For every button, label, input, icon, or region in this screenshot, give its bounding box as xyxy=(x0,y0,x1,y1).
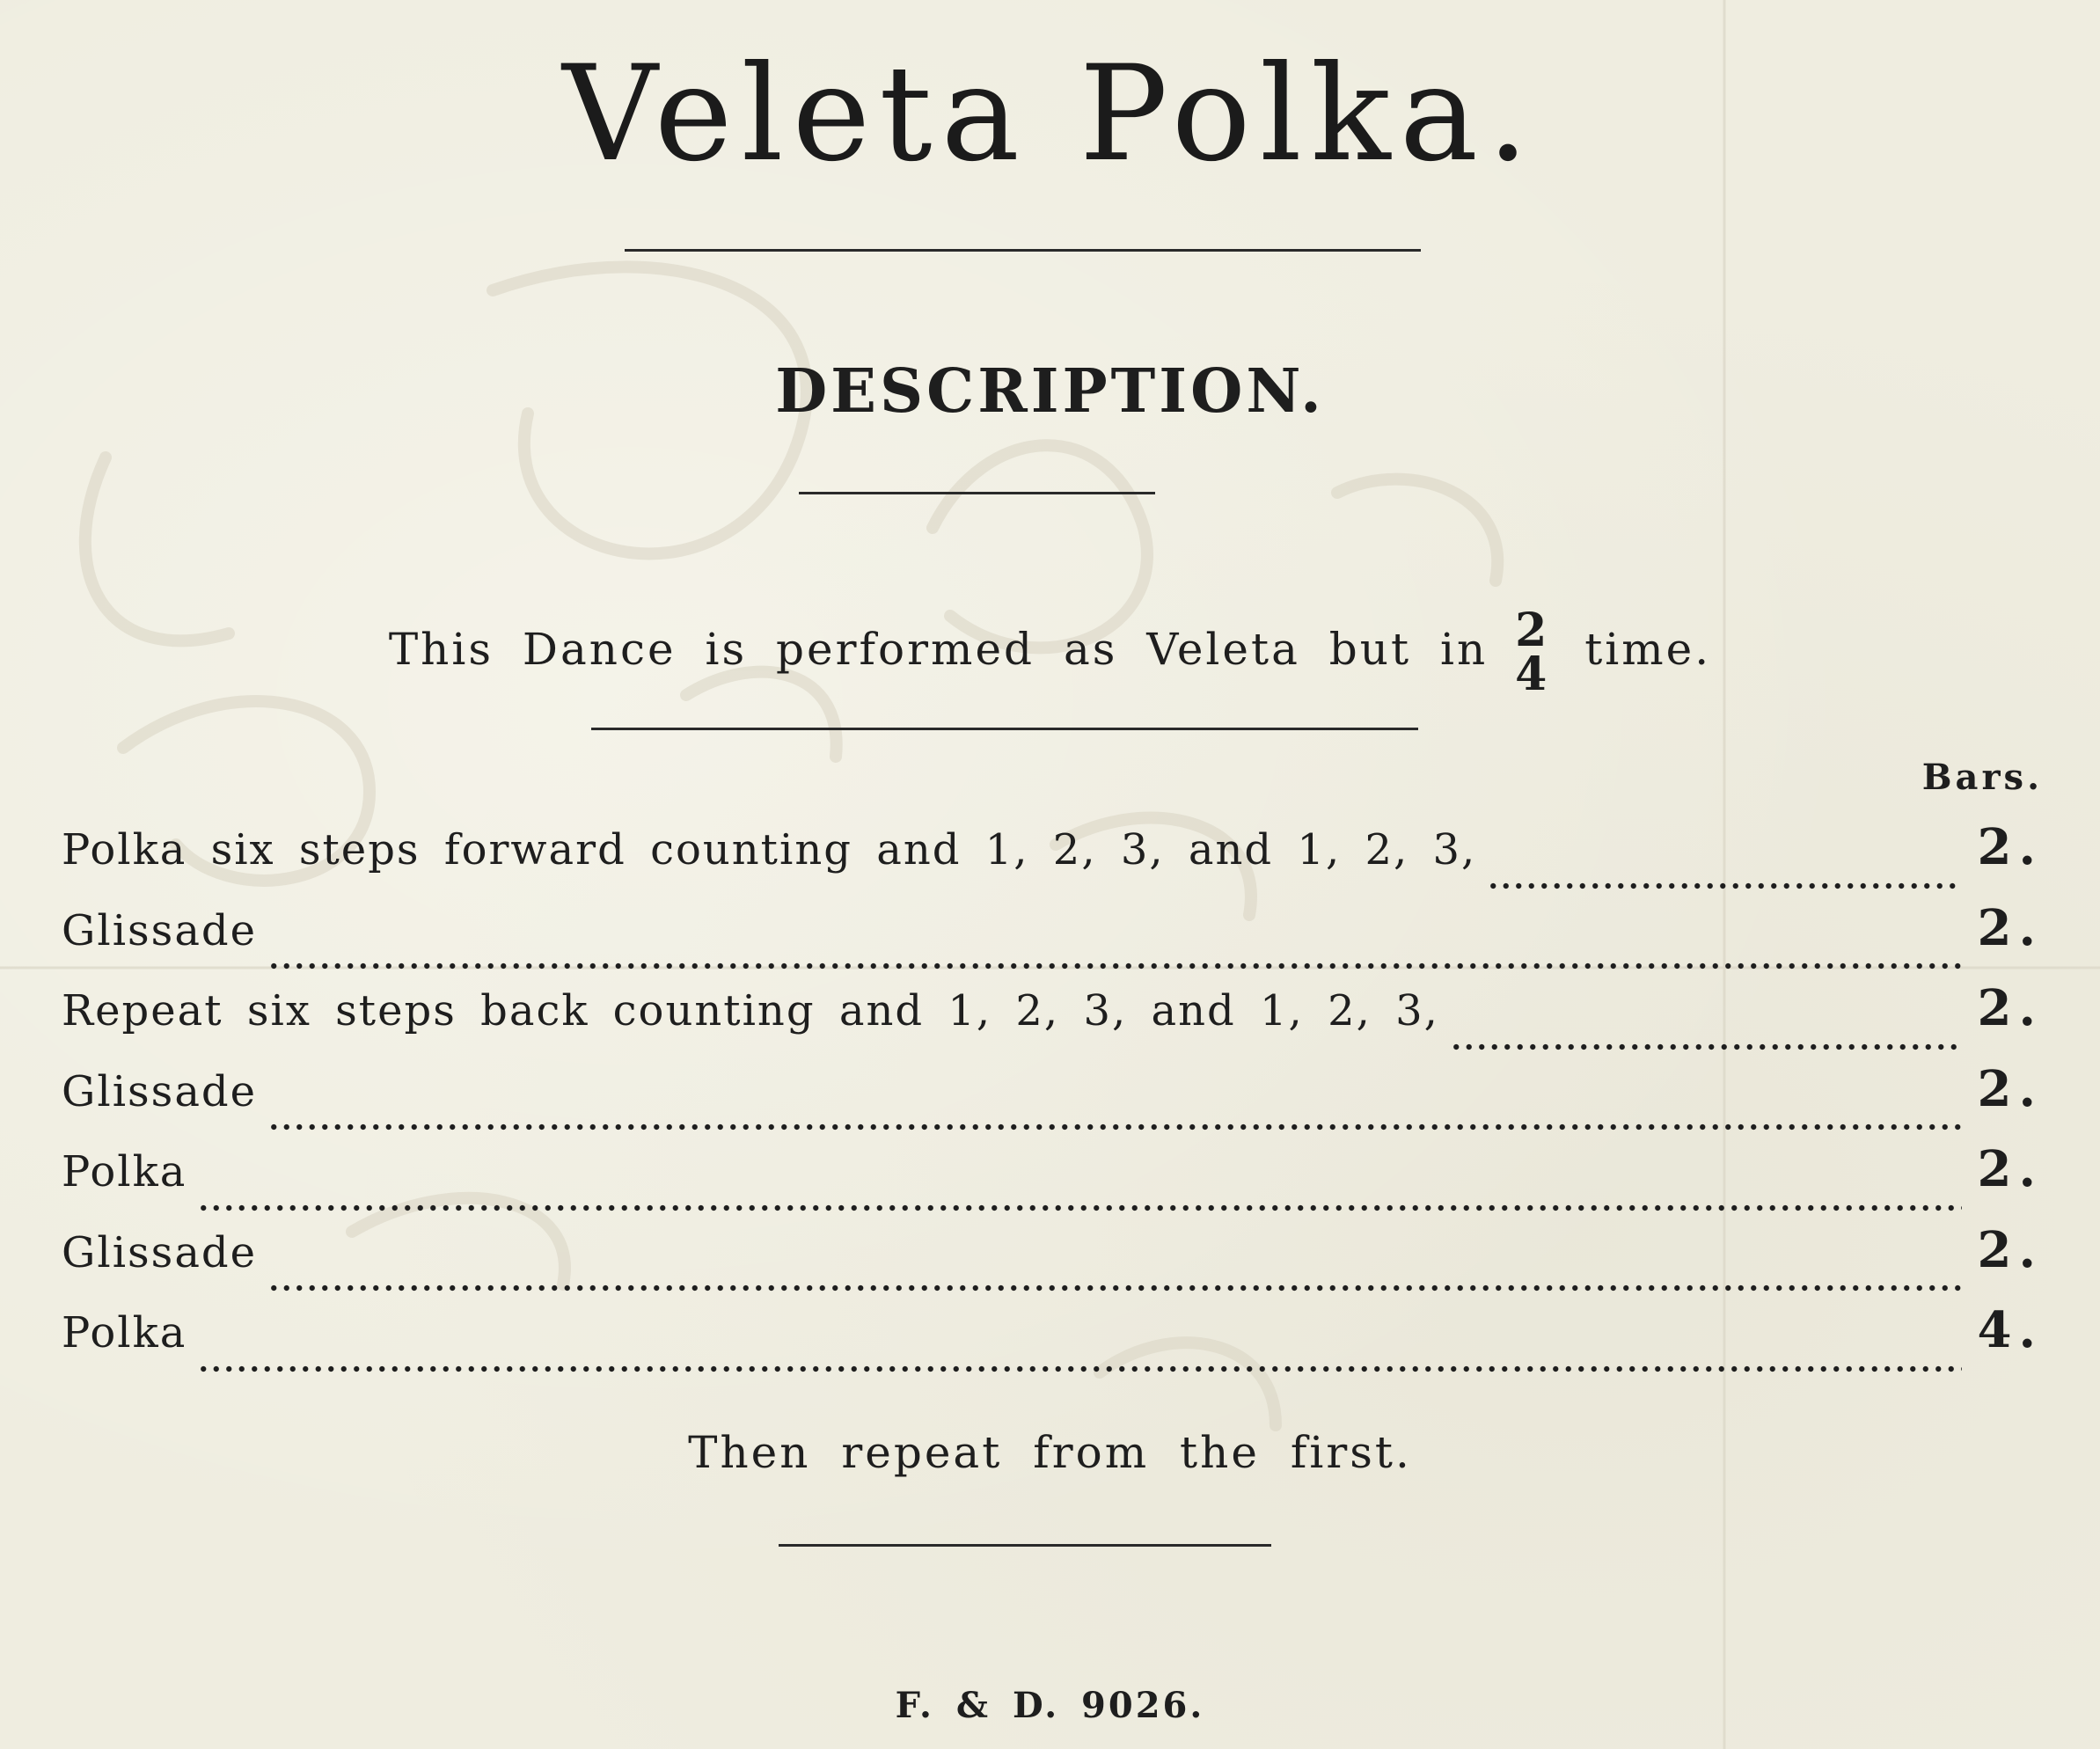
closing-instruction: Then repeat from the first. xyxy=(688,1427,1412,1478)
time-signature-denominator: 4 xyxy=(1515,648,1548,701)
row-bars: 2. xyxy=(1977,1140,2043,1198)
publisher-plate-number: F. & D. 9026. xyxy=(895,1685,1205,1726)
row-bars: 2. xyxy=(1977,818,2043,876)
table-row xyxy=(62,1220,2043,1305)
heading-divider xyxy=(799,492,1155,494)
dot-leader xyxy=(197,1364,1961,1374)
table-row xyxy=(62,818,2043,902)
dot-leader xyxy=(267,961,1961,971)
table-row xyxy=(62,898,2043,983)
dot-leader xyxy=(267,1283,1961,1293)
row-description: Glissade xyxy=(62,905,258,955)
table-row xyxy=(62,979,2043,1063)
figure-table xyxy=(62,818,2043,1385)
row-bars: 2. xyxy=(1977,898,2043,957)
dot-leader xyxy=(267,1122,1961,1132)
time-signature-numerator: 2 xyxy=(1515,604,1548,657)
row-bars: 2. xyxy=(1977,1220,2043,1279)
time-signature xyxy=(1509,604,1553,701)
row-description: Polka xyxy=(62,1147,187,1196)
intro-divider xyxy=(591,728,1418,730)
section-heading: DESCRIPTION. xyxy=(775,356,1325,427)
table-row xyxy=(62,1140,2043,1224)
closing-divider xyxy=(779,1544,1271,1547)
row-description: Polka six steps forward counting and 1, 2, 3, and 1, 2, 3, xyxy=(62,825,1477,874)
dot-leader xyxy=(1487,881,1961,891)
row-description: Glissade xyxy=(62,1066,258,1116)
row-description: Glissade xyxy=(62,1227,258,1277)
intro-line xyxy=(0,604,2100,701)
row-description: Repeat six steps back counting and 1, 2, 3, and 1, 2, 3, xyxy=(62,986,1439,1035)
intro-text-before: This Dance is performed as Veleta but in xyxy=(388,624,1489,675)
intro-text-after: time. xyxy=(1584,624,1712,675)
table-row xyxy=(62,1059,2043,1144)
row-bars: 4. xyxy=(1977,1301,2043,1359)
page-title: Veleta Polka. xyxy=(562,38,1538,191)
title-divider xyxy=(625,249,1421,252)
row-description: Polka xyxy=(62,1308,187,1357)
row-bars: 2. xyxy=(1977,1059,2043,1118)
dot-leader xyxy=(197,1203,1961,1213)
dot-leader xyxy=(1450,1042,1962,1052)
table-row xyxy=(62,1301,2043,1385)
bars-column-header: Bars. xyxy=(1921,757,2043,798)
row-bars: 2. xyxy=(1977,979,2043,1037)
